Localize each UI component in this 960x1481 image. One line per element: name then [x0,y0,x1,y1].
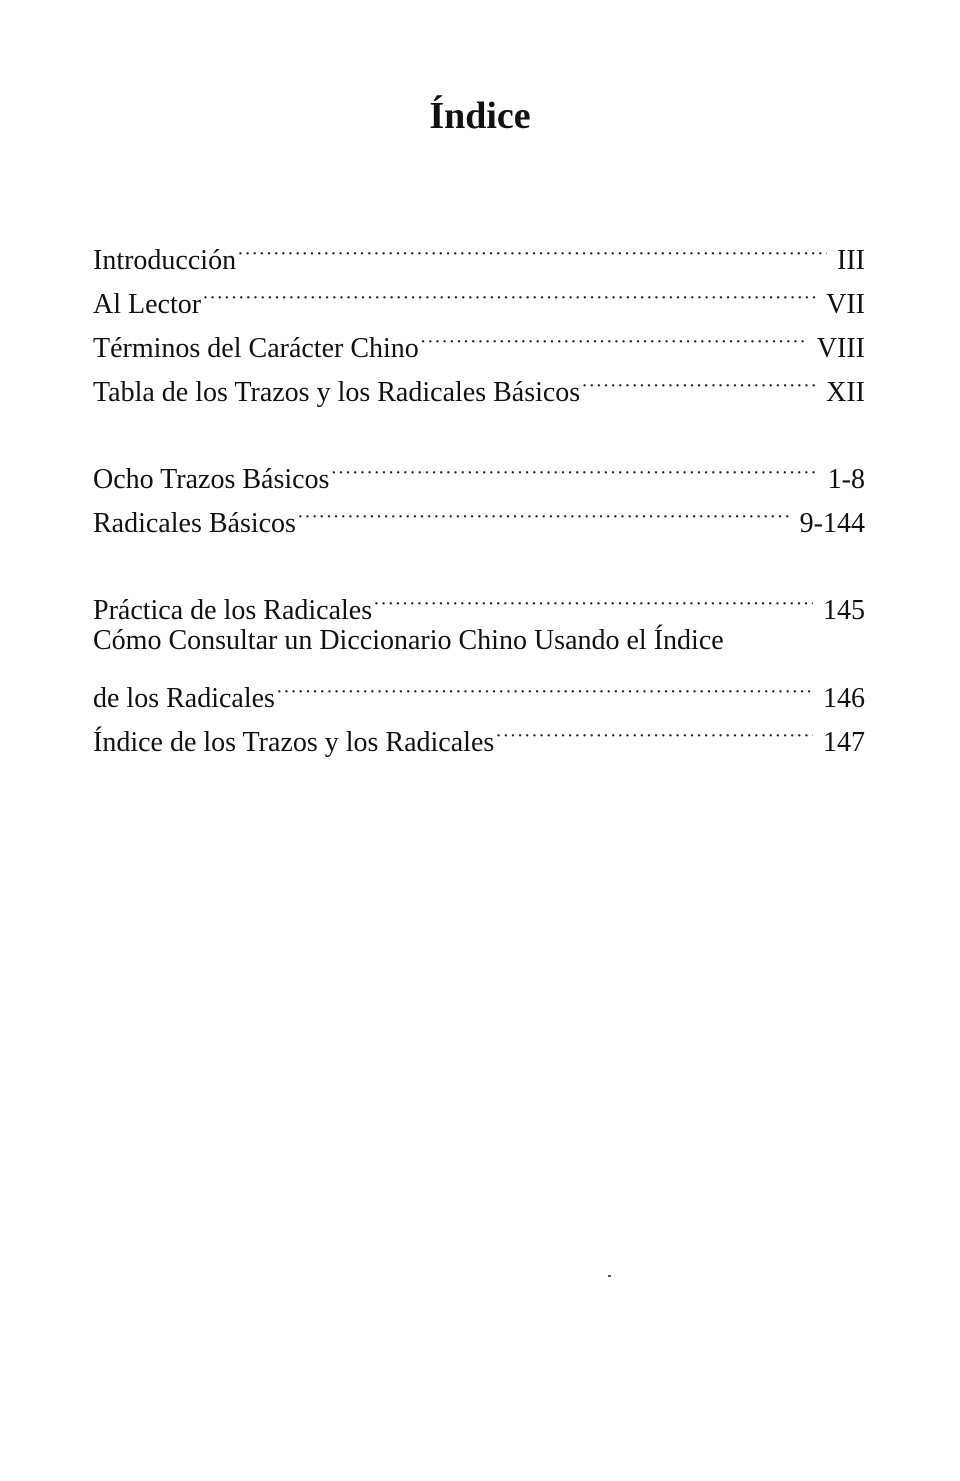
toc-entry-label: Índice de los Trazos y los Radicales [93,727,495,758]
dot-leader [581,357,816,401]
toc-entry-label: Introducción [93,245,237,276]
toc-entry-page: VII [826,289,865,320]
toc-entry-page: 147 [823,727,865,758]
toc-entry-page: VIII [816,333,865,364]
toc-entry-page: 9-144 [799,508,865,539]
toc-entry-label: de los Radicales [93,683,275,714]
dot-leader [420,313,807,357]
dot-leader [330,444,817,488]
toc-entry-label: Cómo Consultar un Diccionario Chino Usando el Índice [93,625,724,656]
toc-group-back-matter [93,575,865,758]
dot-leader [202,269,816,313]
toc-entry-label: Radicales Básicos [93,508,296,539]
dot-leader [495,707,813,751]
toc-entry-label: Tabla de los Trazos y los Radicales Básicos [93,377,581,408]
toc-entry-label: Al Lector [93,289,202,320]
toc-entry-label: Términos del Carácter Chino [93,333,419,364]
toc-entry[interactable] [93,444,865,495]
table-of-contents [93,225,865,758]
toc-entry-page: 146 [823,683,865,714]
toc-entry[interactable] [93,663,865,714]
toc-entry-page: III [837,245,865,276]
toc-entry-page: 145 [823,595,865,626]
scan-speck [608,1275,611,1277]
toc-entry[interactable] [93,225,865,276]
toc-entry-label: Ocho Trazos Básicos [93,464,330,495]
toc-entry[interactable] [93,313,865,364]
dot-leader [373,575,813,619]
toc-group-main [93,444,865,539]
dot-leader [297,488,790,532]
dot-leader [237,225,827,269]
page-title: Índice [429,95,531,137]
dot-leader [276,663,813,707]
toc-entry[interactable] [93,575,865,626]
toc-entry[interactable] [93,619,865,663]
toc-entry-label: Práctica de los Radicales [93,595,373,626]
toc-entry-page: XII [826,377,865,408]
toc-entry-page: 1-8 [827,464,865,495]
toc-group-front-matter [93,225,865,408]
toc-entry[interactable] [93,269,865,320]
